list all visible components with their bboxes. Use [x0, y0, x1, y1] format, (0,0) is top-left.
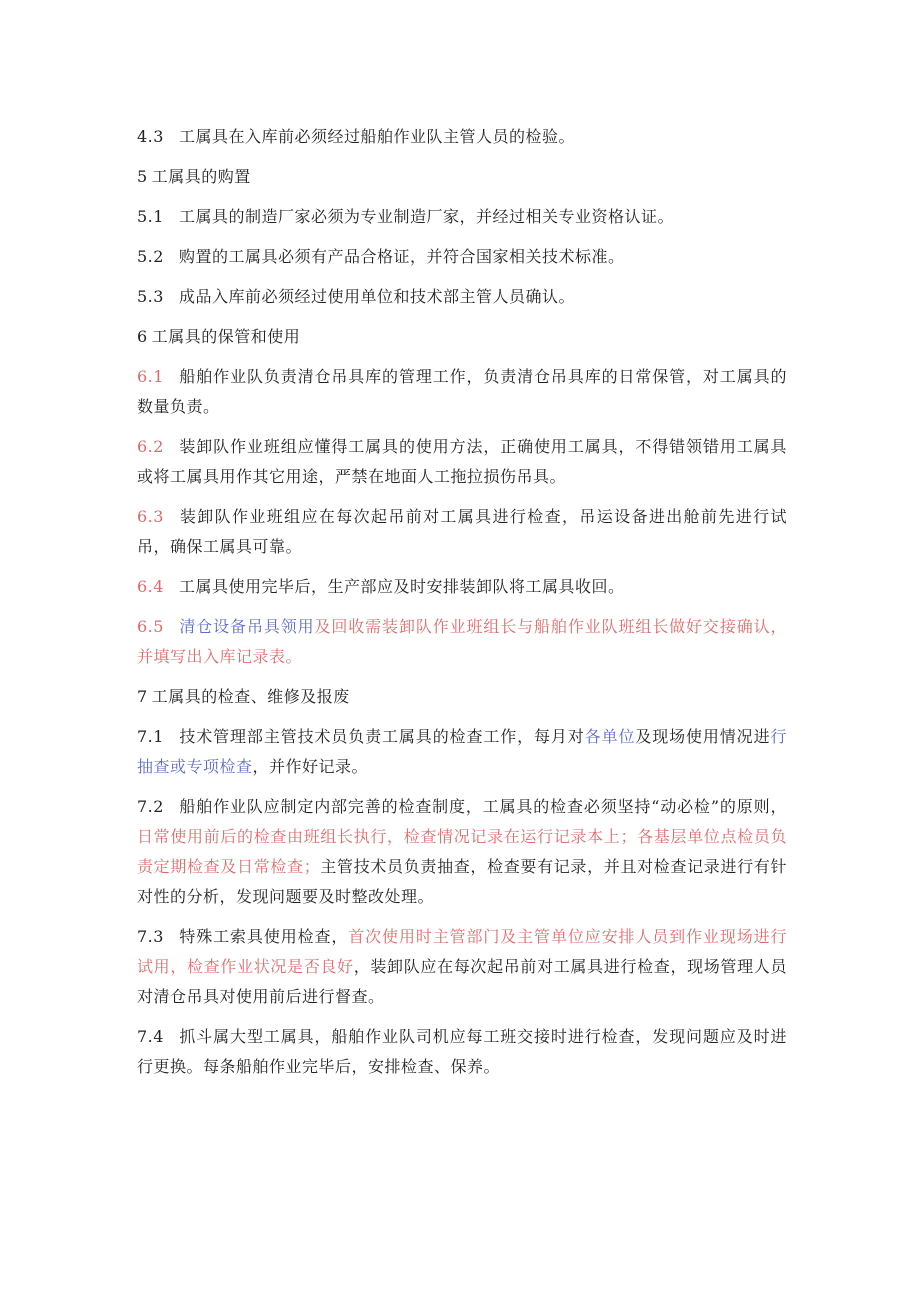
clause-text: ，装卸队应在每次起吊前对工属具进行检查，现场管理人员对清仓吊具对使用前后进行督查。	[137, 957, 787, 1006]
clause-5-3	[137, 282, 787, 312]
clause-text: 成品入库前必须经过使用单位和技术部主管人员确认。	[179, 287, 576, 306]
clause-7-1	[137, 722, 787, 782]
clause-6-4	[137, 572, 787, 602]
clause-text: 工属具的制造厂家必须为专业制造厂家，并经过相关专业资格认证。	[179, 207, 675, 226]
clause-number: 6.4	[137, 577, 164, 596]
clause-number: 6.3	[137, 507, 164, 526]
clause-5-2	[137, 242, 787, 272]
clause-7-4	[137, 1022, 787, 1082]
clause-text: 装卸队作业班组应懂得工属具的使用方法，正确使用工属具，不得错领错用工属具或将工属具用作其它用途，严禁在地面人工拖拉损伤吊具。	[137, 437, 787, 486]
clause-7-3	[137, 922, 787, 1012]
clause-text-highlight-red: 首次使用时主管部门及主管单位应安排人员到作业现场进行试用，检查作业状况是否良好	[137, 927, 787, 976]
clause-number: 7.4	[137, 1027, 164, 1046]
section-number: 5	[137, 167, 148, 186]
clause-number: 5.2	[137, 247, 164, 266]
clause-text-highlight-red: 日常使用前后的检查由班组长执行，检查情况记录在运行记录本上；各基层单位点检员负责定期检查及日常检查；	[137, 827, 787, 876]
clause-text-highlight-blue: 清仓设备吊具领用	[179, 617, 315, 636]
clause-number: 7.2	[137, 797, 164, 816]
clause-number: 6.1	[137, 367, 164, 386]
section-title: 工属具的保管和使用	[151, 327, 301, 346]
clause-text: 及现场使用情况进	[635, 727, 771, 746]
clause-6-1	[137, 362, 787, 422]
section-number: 6	[137, 327, 148, 346]
document-body	[137, 122, 787, 1092]
section-heading-6	[137, 322, 787, 352]
clause-number: 6.2	[137, 437, 164, 456]
section-heading-5	[137, 162, 787, 192]
clause-7-2	[137, 792, 787, 912]
clause-text: 主管技术员负责抽查，检查要有记录，并且对检查记录进行有针对性的分析，发现问题要及时整改处理。	[137, 857, 787, 906]
clause-number: 4.3	[137, 127, 164, 146]
section-title: 工属具的检查、维修及报废	[151, 687, 350, 706]
clause-6-5	[137, 612, 787, 672]
clause-text-highlight-blue: 各单位	[584, 727, 636, 746]
clause-text: 船舶作业队应制定内部完善的检查制度，工属具的检查必须坚持“动必检”的原则，	[179, 797, 787, 816]
clause-text-highlight-red: 及回收需装卸队作业班组长与船舶作业队班组长做好交接确认，并填写出入库记录表。	[137, 617, 787, 666]
clause-6-3	[137, 502, 787, 562]
section-heading-7	[137, 682, 787, 712]
section-title: 工属具的购置	[151, 167, 251, 186]
clause-text: 特殊工索具使用检查，	[179, 927, 349, 946]
clause-text: 装卸队作业班组应在每次起吊前对工属具进行检查，吊运设备进出舱前先进行试吊，确保工属具可靠。	[137, 507, 787, 556]
clause-text: 船舶作业队负责清仓吊具库的管理工作，负责清仓吊具库的日常保管，对工属具的数量负责。	[137, 367, 787, 416]
clause-text: 工属具在入库前必须经过船舶作业队主管人员的检验。	[179, 127, 576, 146]
clause-4-3	[137, 122, 787, 152]
clause-text: 抓斗属大型工属具，船舶作业队司机应每工班交接时进行检查，发现问题应及时进行更换。每条船舶作业完毕后，安排检查、保养。	[137, 1027, 787, 1076]
clause-6-2	[137, 432, 787, 492]
clause-number: 5.3	[137, 287, 164, 306]
clause-text: 技术管理部主管技术员负责工属具的检查工作，每月对	[179, 727, 585, 746]
clause-text: 购置的工属具必须有产品合格证，并符合国家相关技术标准。	[179, 247, 625, 266]
clause-5-1	[137, 202, 787, 232]
clause-number: 7.1	[137, 727, 164, 746]
clause-number: 5.1	[137, 207, 164, 226]
clause-text: ，并作好记录。	[252, 757, 369, 776]
clause-number: 7.3	[137, 927, 164, 946]
clause-number: 6.5	[137, 617, 164, 636]
clause-text-highlight-blue: 行抽查或专项检查	[137, 727, 787, 776]
section-number: 7	[137, 687, 148, 706]
clause-text: 工属具使用完毕后，生产部应及时安排装卸队将工属具收回。	[179, 577, 625, 596]
